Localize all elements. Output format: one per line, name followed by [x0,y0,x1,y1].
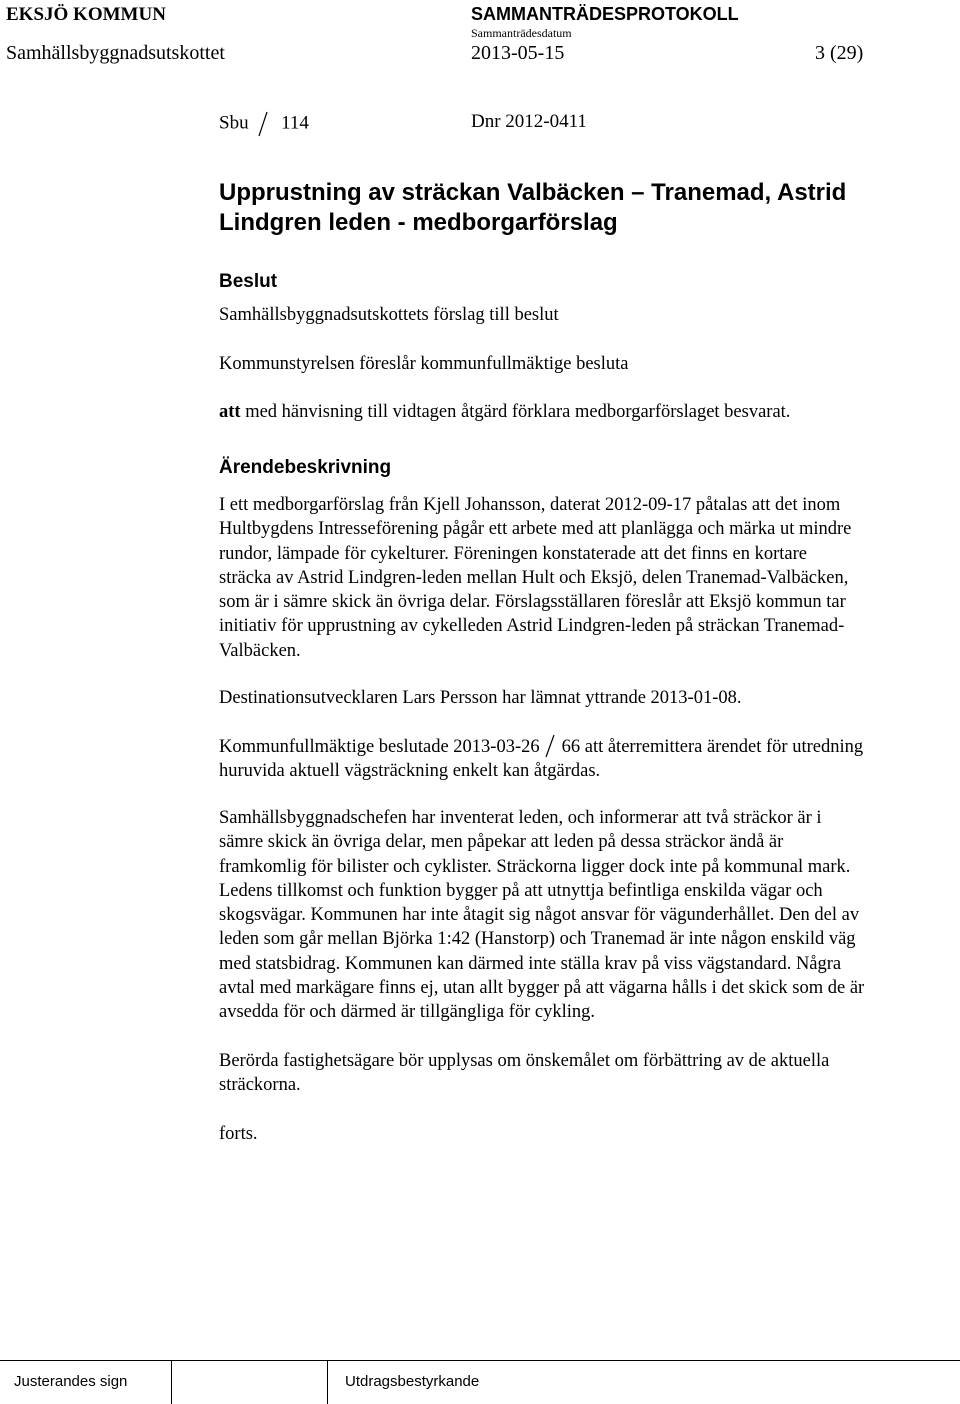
paragraph-4-line: sämre skick än övriga delar, men påpekar att leden på dessa sträckor ändå är [219,832,784,853]
paragraph-prefix: Sbu [219,112,249,134]
p3-before-text: Kommunfullmäktige beslutade 2013-03-26 [219,737,540,757]
footer-divider [0,1360,960,1361]
paragraph-3-line: huruvida aktuell vägsträckning enkelt kan åtgärdas. [219,761,601,782]
paragraph-4-line: framkomlig för bilister och cyklister. Sträckorna ligger dock inte på kommunal mark. [219,856,851,877]
paragraph-1-line: I ett medborgarförslag från Kjell Johansson, daterat 2012-09-17 påtalas att det inom [219,495,841,515]
beslut-heading: Beslut [219,271,278,292]
arende-heading: Ärendebeskrivning [219,457,392,478]
paragraph-1-line: rundor, lämpade för cykelturer. Föreningen konstaterade att det finns en kortare [219,543,807,564]
footer-column-divider [171,1360,172,1404]
signature-label: Justerandes sign [14,1373,128,1390]
paragraph-2-line: Destinationsutvecklaren Lars Persson har lämnat yttrande 2013-01-08. [219,688,742,708]
page-number: 3 (29) [815,42,864,64]
continued-note [219,1122,944,1146]
paragraph-4-line: Samhällsbyggnadschefen har inventerat leden, och informerar att två sträckor är i [219,808,822,828]
paragraph-4-line: avtal med markägare finns ej, utan allt bygger på att vägarna hålls i det skick som de är [219,978,865,999]
paragraph-5-line: sträckorna. [219,1075,301,1096]
extract-certification-label: Utdragsbestyrkande [345,1373,480,1390]
paragraph-4-line: Ledens tillkomst och funktion bygger på att utnyttja befintliga enskilda vägar och [219,880,823,901]
paragraph-4-line: med statsbidrag. Kommunen kan därmed inte ställa krav på viss vägstandard. Några [219,953,842,974]
beslut-line-1: Samhällsbyggnadsutskottets förslag till beslut [219,305,559,325]
footer-column-divider [327,1360,328,1404]
paragraph-1-line: Valbäcken. [219,640,301,661]
paragraph-4-line: skogsvägar. Kommunen har inte åtagit sig något ansvar för vägunderhållet. Den del av [219,905,860,926]
document-type: SAMMANTRÄDESPROTOKOLL [471,4,739,24]
paragraph-4-line: leden som går mellan Björka 1:42 (Hanstorp) och Tranemad är inte någon enskild väg [219,929,856,950]
section-sign-icon [543,734,557,758]
committee-name: Samhällsbyggnadsutskottet [6,42,225,64]
p3-after-text: att återremittera ärendet för utredning [584,737,864,757]
paragraph-1-line: sträcka av Astrid Lindgren-leden mellan Hult och Eksjö, delen Tranemad-Valbäcken, [219,567,849,588]
organization-name: EKSJÖ KOMMUN [6,4,166,25]
paragraph-5 [219,1049,944,1098]
att-keyword: att [219,402,241,422]
beslut-line-3 [219,402,790,423]
continued-text: forts. [219,1124,258,1144]
paragraph-3 [219,734,944,784]
case-paragraph-ref [219,111,309,137]
paragraph-1-line: som är i sämre skick än övriga delar. Förslagsställaren föreslår att Eksjö kommun tar [219,592,846,613]
paragraph-3-line [219,734,944,759]
beslut-line-3-text: med hänvisning till vidtagen åtgärd förklara medborgarförslaget besvarat. [240,402,791,422]
meeting-date-label: Sammanträdesdatum [471,26,572,40]
meeting-date: 2013-05-15 [471,42,565,64]
beslut-line-2: Kommunstyrelsen föreslår kommunfullmäktige besluta [219,354,629,374]
p3-number: 66 [561,737,581,757]
paragraph-4-line: avsedda för och därmed är tillgängliga för cykling. [219,1002,596,1023]
case-dnr: Dnr 2012-0411 [471,111,587,132]
section-sign-icon [256,111,270,137]
paragraph-2 [219,686,944,710]
paragraph-1 [219,493,944,663]
document-title: Upprustning av sträckan Valbäcken – Tranemad, Astrid Lindgren leden - medborgarförslag [219,179,847,236]
paragraph-number: 114 [281,112,309,134]
paragraph-4 [219,806,944,1025]
paragraph-5-line: Berörda fastighetsägare bör upplysas om önskemålet om förbättring av de aktuella [219,1051,830,1071]
paragraph-1-line: Hultbygdens Intresseförening pågår ett arbete med att planlägga och märka ut mindre [219,519,852,540]
paragraph-1-line: initiativ för upprustning av cykelleden Astrid Lindgren-leden på sträckan Tranemad- [219,616,845,637]
